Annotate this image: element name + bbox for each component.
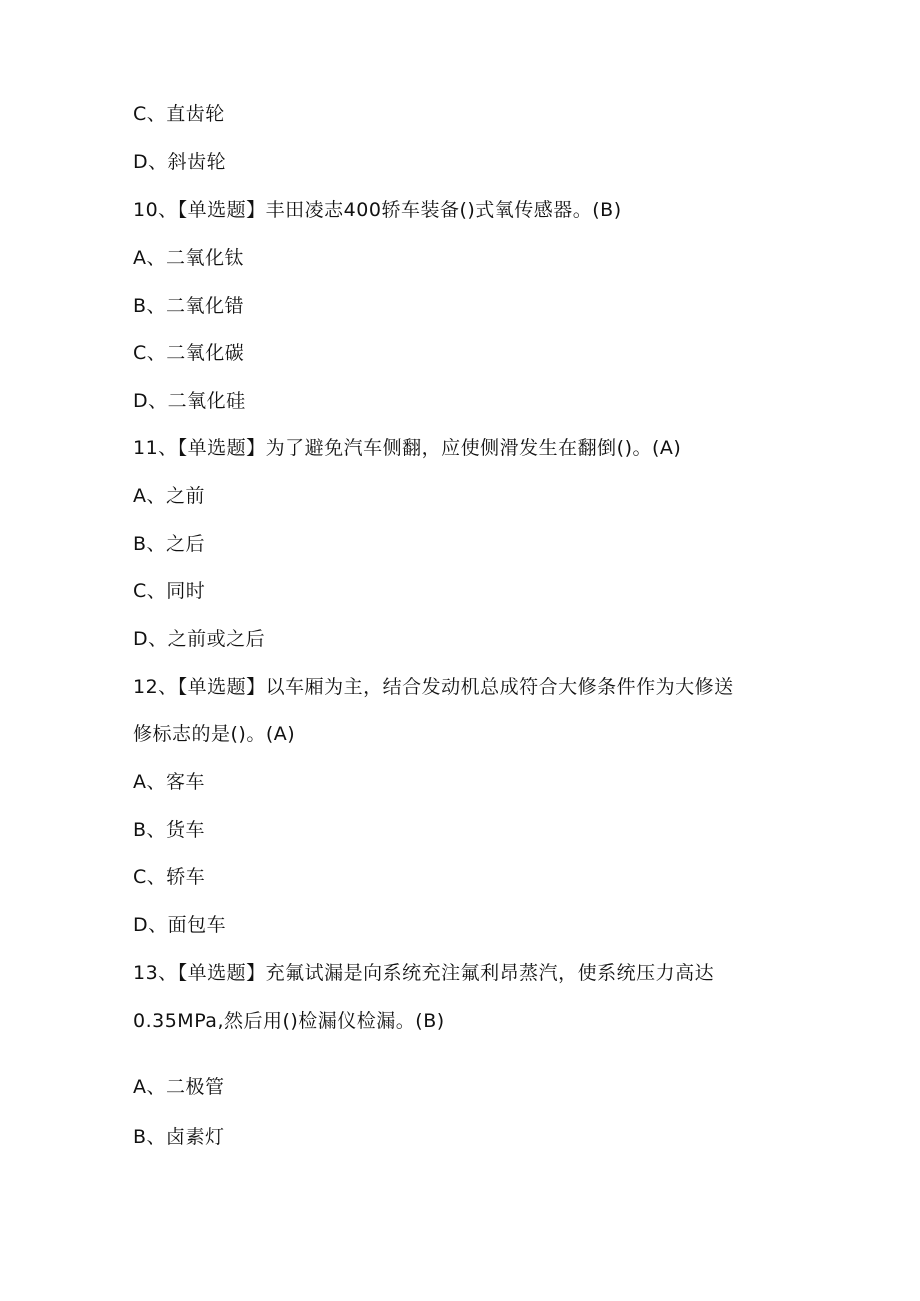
q11-stem: 11、【单选题】为了避免汽车侧翻，应使侧滑发生在翻倒()。(A) bbox=[133, 437, 682, 459]
q12-option-a: A、客车 bbox=[133, 771, 205, 793]
q9-option-c: C、直齿轮 bbox=[133, 103, 225, 125]
q10-option-a: A、二氧化钛 bbox=[133, 247, 244, 269]
q13-option-a: A、二极管 bbox=[133, 1076, 225, 1098]
q10-option-c: C、二氧化碳 bbox=[133, 342, 245, 364]
q10-stem: 10、【单选题】丰田凌志400轿车装备()式氧传感器。(B) bbox=[133, 199, 622, 221]
q12-stem-line1: 12、【单选题】以车厢为主，结合发动机总成符合大修条件作为大修送 bbox=[133, 676, 734, 698]
q12-option-d: D、面包车 bbox=[133, 914, 227, 936]
q11-option-b: B、之后 bbox=[133, 533, 206, 555]
q10-option-d: D、二氧化硅 bbox=[133, 390, 246, 412]
q11-option-c: C、同时 bbox=[133, 580, 206, 602]
q13-option-b: B、卤素灯 bbox=[133, 1126, 225, 1148]
q10-option-b: B、二氧化错 bbox=[133, 295, 245, 317]
q11-option-d: D、之前或之后 bbox=[133, 628, 266, 650]
q13-stem-line1: 13、【单选题】充氟试漏是向系统充注氟利昂蒸汽，使系统压力高达 bbox=[133, 962, 715, 984]
q9-option-d: D、斜齿轮 bbox=[133, 151, 227, 173]
q12-option-c: C、轿车 bbox=[133, 866, 206, 888]
q13-stem-line2: 0.35MPa,然后用()检漏仪检漏。(B) bbox=[133, 1010, 445, 1032]
q12-stem-line2: 修标志的是()。(A) bbox=[133, 723, 296, 745]
q11-option-a: A、之前 bbox=[133, 485, 205, 507]
q12-option-b: B、货车 bbox=[133, 819, 206, 841]
